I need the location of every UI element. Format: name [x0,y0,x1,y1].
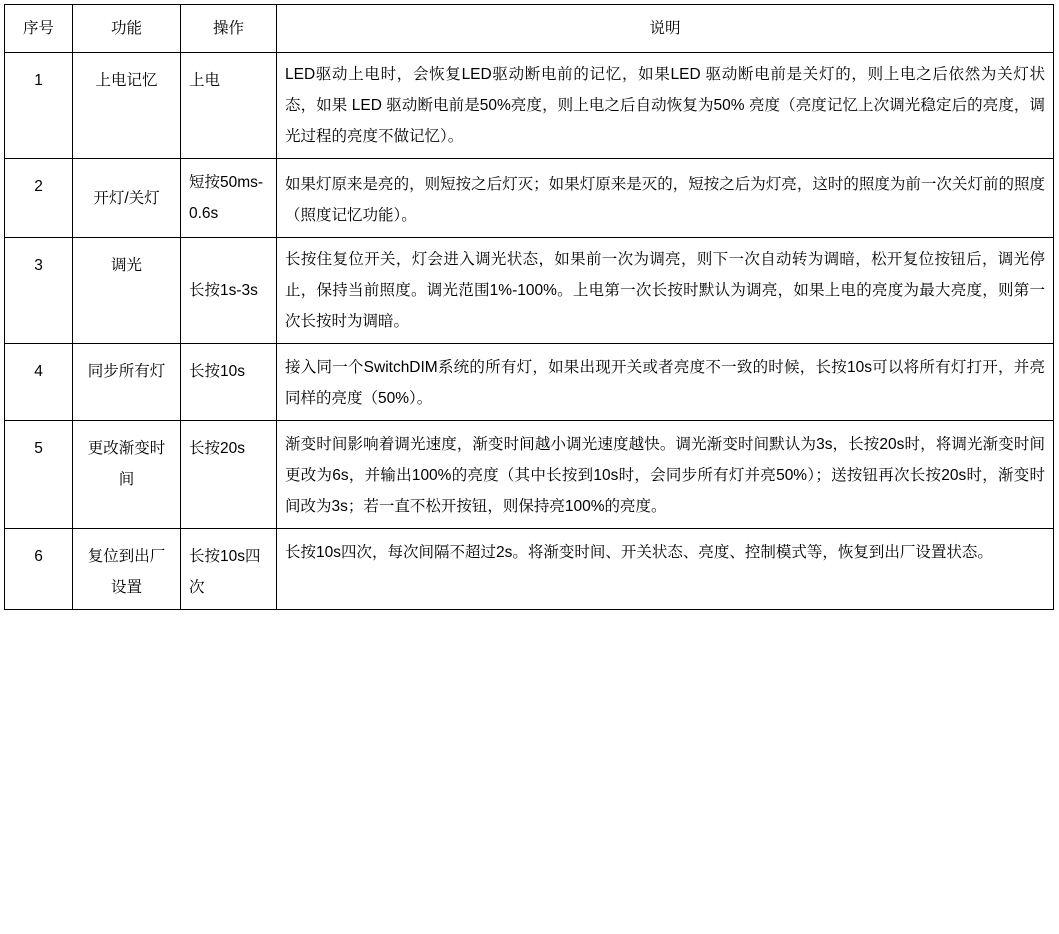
feature-spec-table [4,4,1054,610]
cell-operation: 长按10s [181,344,277,421]
cell-index: 3 [5,238,73,344]
cell-description: 接入同一个SwitchDIM系统的所有灯，如果出现开关或者亮度不一致的时候，长按10s可以将所有灯打开，并亮同样的亮度（50%）。 [277,344,1054,421]
cell-index: 6 [5,529,73,610]
column-header-operation: 操作 [181,5,277,53]
column-header-description: 说明 [277,5,1054,53]
cell-operation: 长按20s [181,421,277,529]
cell-index: 1 [5,53,73,159]
cell-function: 调光 [73,238,181,344]
cell-operation: 长按10s四次 [181,529,277,610]
table-body [5,53,1054,610]
cell-function: 开灯/关灯 [73,159,181,238]
cell-description: 长按10s四次，每次间隔不超过2s。将渐变时间、开关状态、亮度、控制模式等，恢复到出厂设置状态。 [277,529,1054,610]
cell-operation: 上电 [181,53,277,159]
cell-operation: 短按50ms-0.6s [181,159,277,238]
table-row [5,529,1054,610]
cell-function: 同步所有灯 [73,344,181,421]
cell-index: 5 [5,421,73,529]
cell-index: 2 [5,159,73,238]
table-row [5,421,1054,529]
table-row [5,159,1054,238]
table-row [5,344,1054,421]
cell-description: LED驱动上电时，会恢复LED驱动断电前的记忆，如果LED 驱动断电前是关灯的，则上电之后依然为关灯状态，如果 LED 驱动断电前是50%亮度，则上电之后自动恢复为50% 亮度（亮度记忆上次调光稳定后的亮度，调光过程的亮度不做记忆）。 [277,53,1054,159]
cell-description: 长按住复位开关，灯会进入调光状态，如果前一次为调亮，则下一次自动转为调暗，松开复位按钮后，调光停止，保持当前照度。调光范围1%-100%。上电第一次长按时默认为调亮，如果上电的亮度为最大亮度，则第一次长按时为调暗。 [277,238,1054,344]
table-header-row [5,5,1054,53]
table-header [5,5,1054,53]
cell-description: 渐变时间影响着调光速度，渐变时间越小调光速度越快。调光渐变时间默认为3s，长按20s时，将调光渐变时间更改为6s，并输出100%的亮度（其中长按到10s时，会同步所有灯并亮50%）；送按钮再次长按20s时，渐变时间改为3s；若一直不松开按钮，则保持亮100%的亮度。 [277,421,1054,529]
column-header-index: 序号 [5,5,73,53]
cell-description: 如果灯原来是亮的，则短按之后灯灭；如果灯原来是灭的，短按之后为灯亮，这时的照度为前一次关灯前的照度（照度记忆功能）。 [277,159,1054,238]
cell-index: 4 [5,344,73,421]
table-row [5,53,1054,159]
cell-function: 复位到出厂设置 [73,529,181,610]
column-header-function: 功能 [73,5,181,53]
cell-function: 更改渐变时间 [73,421,181,529]
cell-operation: 长按1s-3s [181,238,277,344]
table-row [5,238,1054,344]
cell-function: 上电记忆 [73,53,181,159]
